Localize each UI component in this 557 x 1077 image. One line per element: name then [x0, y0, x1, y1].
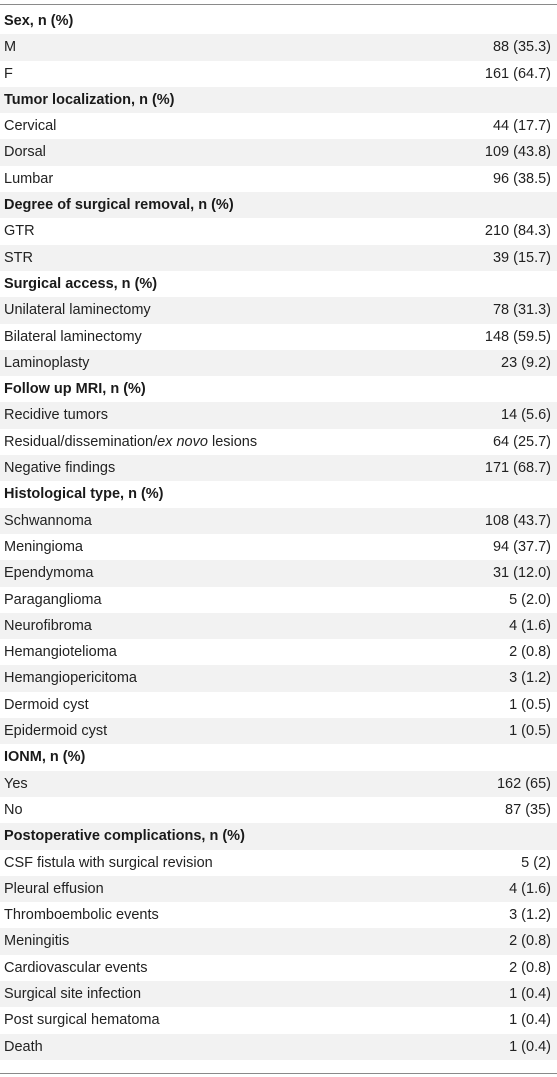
- row-label: Epidermoid cyst: [4, 723, 108, 740]
- row-value: 4 (1.6): [509, 880, 551, 897]
- row-value: 39 (15.7): [492, 249, 551, 266]
- row-label: Dermoid cyst: [4, 696, 89, 713]
- table-row: [0, 139, 557, 165]
- row-label: Cervical: [4, 118, 57, 135]
- row-value: 87 (35): [505, 801, 551, 818]
- row-label: M: [4, 39, 17, 56]
- row-label: Negative findings: [4, 460, 116, 477]
- table-row: [0, 771, 557, 797]
- section-header-label: Follow up MRI, n (%): [4, 381, 146, 398]
- row-label: Laminoplasty: [4, 354, 90, 371]
- row-value: 1 (0.4): [509, 985, 551, 1002]
- row-label: Neurofibroma: [4, 617, 92, 634]
- row-label: [4, 429, 257, 455]
- row-label: Pleural effusion: [4, 880, 104, 897]
- row-value: 171 (68.7): [484, 460, 551, 477]
- row-value: 1 (0.5): [509, 723, 551, 740]
- row-value: 162 (65): [496, 775, 551, 792]
- table-row: [0, 981, 557, 1007]
- table-row: [0, 166, 557, 192]
- section-header-row: [0, 744, 557, 770]
- row-label: F: [4, 65, 13, 82]
- row-value: 78 (31.3): [492, 302, 551, 319]
- section-header-label: Surgical access, n (%): [4, 275, 158, 292]
- table-row: [0, 534, 557, 560]
- table-row: [0, 560, 557, 586]
- row-label: Paraganglioma: [4, 591, 102, 608]
- row-value: 3 (1.2): [509, 670, 551, 687]
- table-row: [0, 61, 557, 87]
- table-row: [0, 955, 557, 981]
- row-label: Unilateral laminectomy: [4, 302, 151, 319]
- row-label: CSF fistula with surgical revision: [4, 854, 213, 871]
- row-value: 210 (84.3): [484, 223, 551, 240]
- section-header-row: [0, 8, 557, 34]
- table-row: [0, 902, 557, 928]
- row-value: 2 (0.8): [509, 959, 551, 976]
- row-value: 2 (0.8): [509, 933, 551, 950]
- table-row: [0, 613, 557, 639]
- table-row: [0, 587, 557, 613]
- table-row: [0, 876, 557, 902]
- row-label: STR: [4, 249, 33, 266]
- row-label: Hemangiopericitoma: [4, 670, 137, 687]
- section-header-row: [0, 823, 557, 849]
- row-label: Cardiovascular events: [4, 959, 148, 976]
- section-header-label: Degree of surgical removal, n (%): [4, 197, 234, 214]
- row-value: 31 (12.0): [492, 565, 551, 582]
- row-value: 44 (17.7): [492, 118, 551, 135]
- table-row: [0, 850, 557, 876]
- table-bottom-rule: [0, 1073, 557, 1074]
- row-value: 88 (35.3): [492, 39, 551, 56]
- row-value: 1 (0.4): [509, 1012, 551, 1029]
- section-header-row: [0, 192, 557, 218]
- row-label-suffix-text: lesions: [207, 433, 258, 450]
- section-header-row: [0, 376, 557, 402]
- table-row: [0, 797, 557, 823]
- row-value: 3 (1.2): [509, 907, 551, 924]
- row-label-italic-text: ex novo: [157, 433, 208, 450]
- table-top-rule: [0, 4, 557, 5]
- table-row: [0, 218, 557, 244]
- row-value: 1 (0.4): [509, 1038, 551, 1055]
- row-label: Meningioma: [4, 538, 83, 555]
- table-row: [0, 1034, 557, 1060]
- table-row: [0, 297, 557, 323]
- row-label-text: Residual/dissemination/: [4, 433, 158, 450]
- row-value: 1 (0.5): [509, 696, 551, 713]
- table-row: [0, 402, 557, 428]
- row-value: 64 (25.7): [492, 433, 551, 450]
- table-row: [0, 718, 557, 744]
- row-value: 96 (38.5): [492, 170, 551, 187]
- row-value: 161 (64.7): [484, 65, 551, 82]
- row-label: Dorsal: [4, 144, 46, 161]
- row-value: 148 (59.5): [484, 328, 551, 345]
- row-value: 4 (1.6): [509, 617, 551, 634]
- row-value: 109 (43.8): [484, 144, 551, 161]
- table-row: [0, 508, 557, 534]
- row-value: 94 (37.7): [492, 538, 551, 555]
- section-header-label: Postoperative complications, n (%): [4, 828, 245, 845]
- row-value: 23 (9.2): [501, 354, 551, 371]
- row-label: Lumbar: [4, 170, 54, 187]
- table-row: [0, 928, 557, 954]
- table-row: [0, 665, 557, 691]
- row-label: Thromboembolic events: [4, 907, 159, 924]
- section-header-row: [0, 481, 557, 507]
- table-row: [0, 639, 557, 665]
- section-header-label: Tumor localization, n (%): [4, 91, 175, 108]
- table-row: [0, 113, 557, 139]
- row-label: Ependymoma: [4, 565, 94, 582]
- section-header-row: [0, 87, 557, 113]
- row-value: 5 (2): [521, 854, 551, 871]
- row-value: 2 (0.8): [509, 644, 551, 661]
- table-row: [0, 1007, 557, 1033]
- section-header-row: [0, 271, 557, 297]
- row-label: Meningitis: [4, 933, 70, 950]
- section-header-label: Histological type, n (%): [4, 486, 164, 503]
- row-label: Schwannoma: [4, 512, 92, 529]
- table-row: [0, 692, 557, 718]
- row-value: 108 (43.7): [484, 512, 551, 529]
- table-row: [0, 245, 557, 271]
- row-label: Hemangiotelioma: [4, 644, 117, 661]
- row-label: GTR: [4, 223, 35, 240]
- section-header-label: Sex, n (%): [4, 13, 74, 29]
- section-header-label: IONM, n (%): [4, 749, 86, 766]
- row-label: Yes: [4, 775, 28, 792]
- table-row: [0, 34, 557, 60]
- table-row: [0, 455, 557, 481]
- row-label: Post surgical hematoma: [4, 1012, 160, 1029]
- table-row: [0, 324, 557, 350]
- row-label: Recidive tumors: [4, 407, 108, 424]
- row-label: Surgical site infection: [4, 985, 142, 1002]
- row-value: 14 (5.6): [501, 407, 551, 424]
- table-body: [0, 8, 557, 1060]
- row-label: Bilateral laminectomy: [4, 328, 142, 345]
- row-label: No: [4, 801, 23, 818]
- table-row: [0, 350, 557, 376]
- table-row: [0, 429, 557, 455]
- row-value: 5 (2.0): [509, 591, 551, 608]
- row-label: Death: [4, 1038, 43, 1055]
